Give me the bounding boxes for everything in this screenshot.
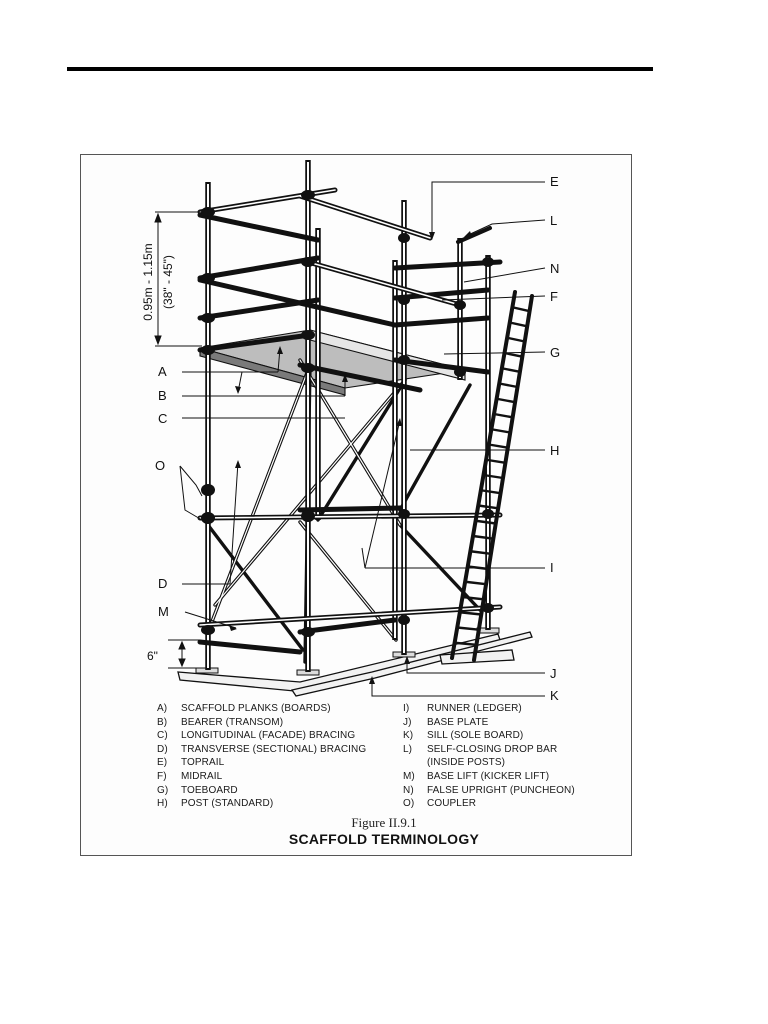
legend-key [403,756,427,770]
legend-text: SELF-CLOSING DROP BAR [427,743,558,755]
legend-text: TOEBOARD [181,784,238,796]
legend-row [403,797,575,811]
legend-row [157,756,366,770]
callout-k: K [550,688,559,703]
coupler [398,509,410,519]
ladder-rung [489,445,508,448]
legend-row [157,797,366,811]
coupler [201,484,215,496]
height-metric-label: 0.95m - 1.15m [141,243,155,321]
ladder-rung [512,307,529,311]
figure-number: Figure II.9.1 [351,815,417,830]
legend-row [157,702,366,716]
legend-row [403,756,575,770]
toprail [200,215,318,240]
callout-n: N [550,261,560,276]
callout-j: J [550,666,557,681]
legend-text: (INSIDE POSTS) [427,757,506,769]
callout-g: G [550,345,561,360]
ladder-rung [494,414,513,417]
coupler [301,510,315,522]
legend-row [403,770,575,784]
coupler [482,509,494,519]
coupler [201,313,215,323]
callout-o: O [155,458,166,473]
legend-key: O) [403,798,415,810]
legend-text: LONGITUDINAL (FACADE) BRACING [181,730,356,742]
base-lift-dimension [168,640,200,668]
callout-d: D [158,576,168,591]
coupler [201,625,215,635]
coupler [454,367,466,377]
legend-text: SCAFFOLD PLANKS (BOARDS) [181,703,331,714]
callout-m: M [158,604,169,619]
legend-text: TOPRAIL [181,757,225,769]
coupler [454,300,466,310]
ladder-rung [457,628,479,630]
legend-key: F) [157,770,167,782]
coupler [398,355,410,365]
ladder-rung [478,506,498,509]
legend-text: BASE PLATE [427,716,489,728]
ladder-rung [510,323,527,327]
callout-c: C [158,411,168,426]
callout-e: E [550,174,559,189]
base-lift-label: 6" [147,649,158,663]
figure-title: SCAFFOLD TERMINOLOGY [288,831,480,847]
coupler [301,363,315,373]
coupler [301,190,315,200]
ladder-rung [505,353,523,357]
drop-bar [458,228,490,242]
legend-key: A) [157,703,168,714]
legend-row [157,784,366,798]
callout-l: L [550,213,558,228]
callout-f: F [550,289,558,304]
ladder-rung [497,399,515,402]
legend-key: G) [157,784,169,796]
legend-key: K) [403,730,414,742]
callout-a: A [158,364,167,379]
legend-key: M) [403,770,415,782]
legend-text: TRANSVERSE (SECTIONAL) BRACING [181,743,367,755]
ladder-rung [463,597,484,599]
height-imperial-label: (38" - 45") [161,255,175,309]
callout-i: I [550,560,554,575]
legend-key: B) [157,716,168,728]
legend-key: E) [157,757,168,769]
ladder-rung [476,521,496,524]
ledger [200,300,318,318]
legend-text: POST (STANDARD) [181,798,274,810]
legend-row [403,729,575,743]
legend-key: J) [403,716,412,728]
coupler [201,273,215,283]
legend-text: BEARER (TRANSOM) [181,716,284,728]
runner [300,508,400,510]
ladder-rung [502,368,520,372]
sill-back [292,632,532,696]
posts [208,160,488,672]
legend-text: BASE LIFT (KICKER LIFT) [427,770,550,782]
ladder-rung [499,384,517,388]
legend-key: D) [157,743,168,755]
legend-text: COUPLER [427,798,477,810]
coupler [398,233,410,243]
transverse-brace [208,525,303,650]
midrail [200,258,318,278]
legend-text: SILL (SOLE BOARD) [427,730,524,742]
coupler [201,207,215,217]
ladder-rung [481,490,501,493]
legend-text: FALSE UPRIGHT (PUNCHEON) [427,784,575,796]
legend-row [403,784,575,798]
legend-left [157,702,366,811]
callout-b: B [158,388,167,403]
coupler [482,257,494,267]
legend-key: I) [403,703,410,714]
coupler [301,330,315,340]
ladder-rung [507,338,525,342]
legend-key: N) [403,784,414,796]
ledger [395,318,488,325]
ladder-side-brace [400,385,470,510]
legend-text: RUNNER (LEDGER) [427,703,522,714]
legend-key: H) [157,798,168,810]
legend-row [403,702,575,716]
long-brace [318,380,405,520]
coupler [201,512,215,524]
ladder-rung [465,582,486,584]
legend-row [403,716,575,730]
legend-text: MIDRAIL [181,770,223,782]
coupler [398,615,410,625]
coupler [301,627,315,637]
legend-right [403,702,575,811]
legend-row [157,716,366,730]
base-lift [200,642,300,652]
legend-row [157,743,366,757]
legend-row [403,743,575,757]
legend-key: L) [403,743,413,755]
coupler [201,345,215,355]
coupler [398,295,410,305]
callout-h: H [550,443,560,458]
legend-key: C) [157,730,168,742]
legend-row [157,770,366,784]
ladder-rung [460,612,481,614]
coupler [301,257,315,267]
ladder-rung [491,429,510,432]
legend-row [157,729,366,743]
